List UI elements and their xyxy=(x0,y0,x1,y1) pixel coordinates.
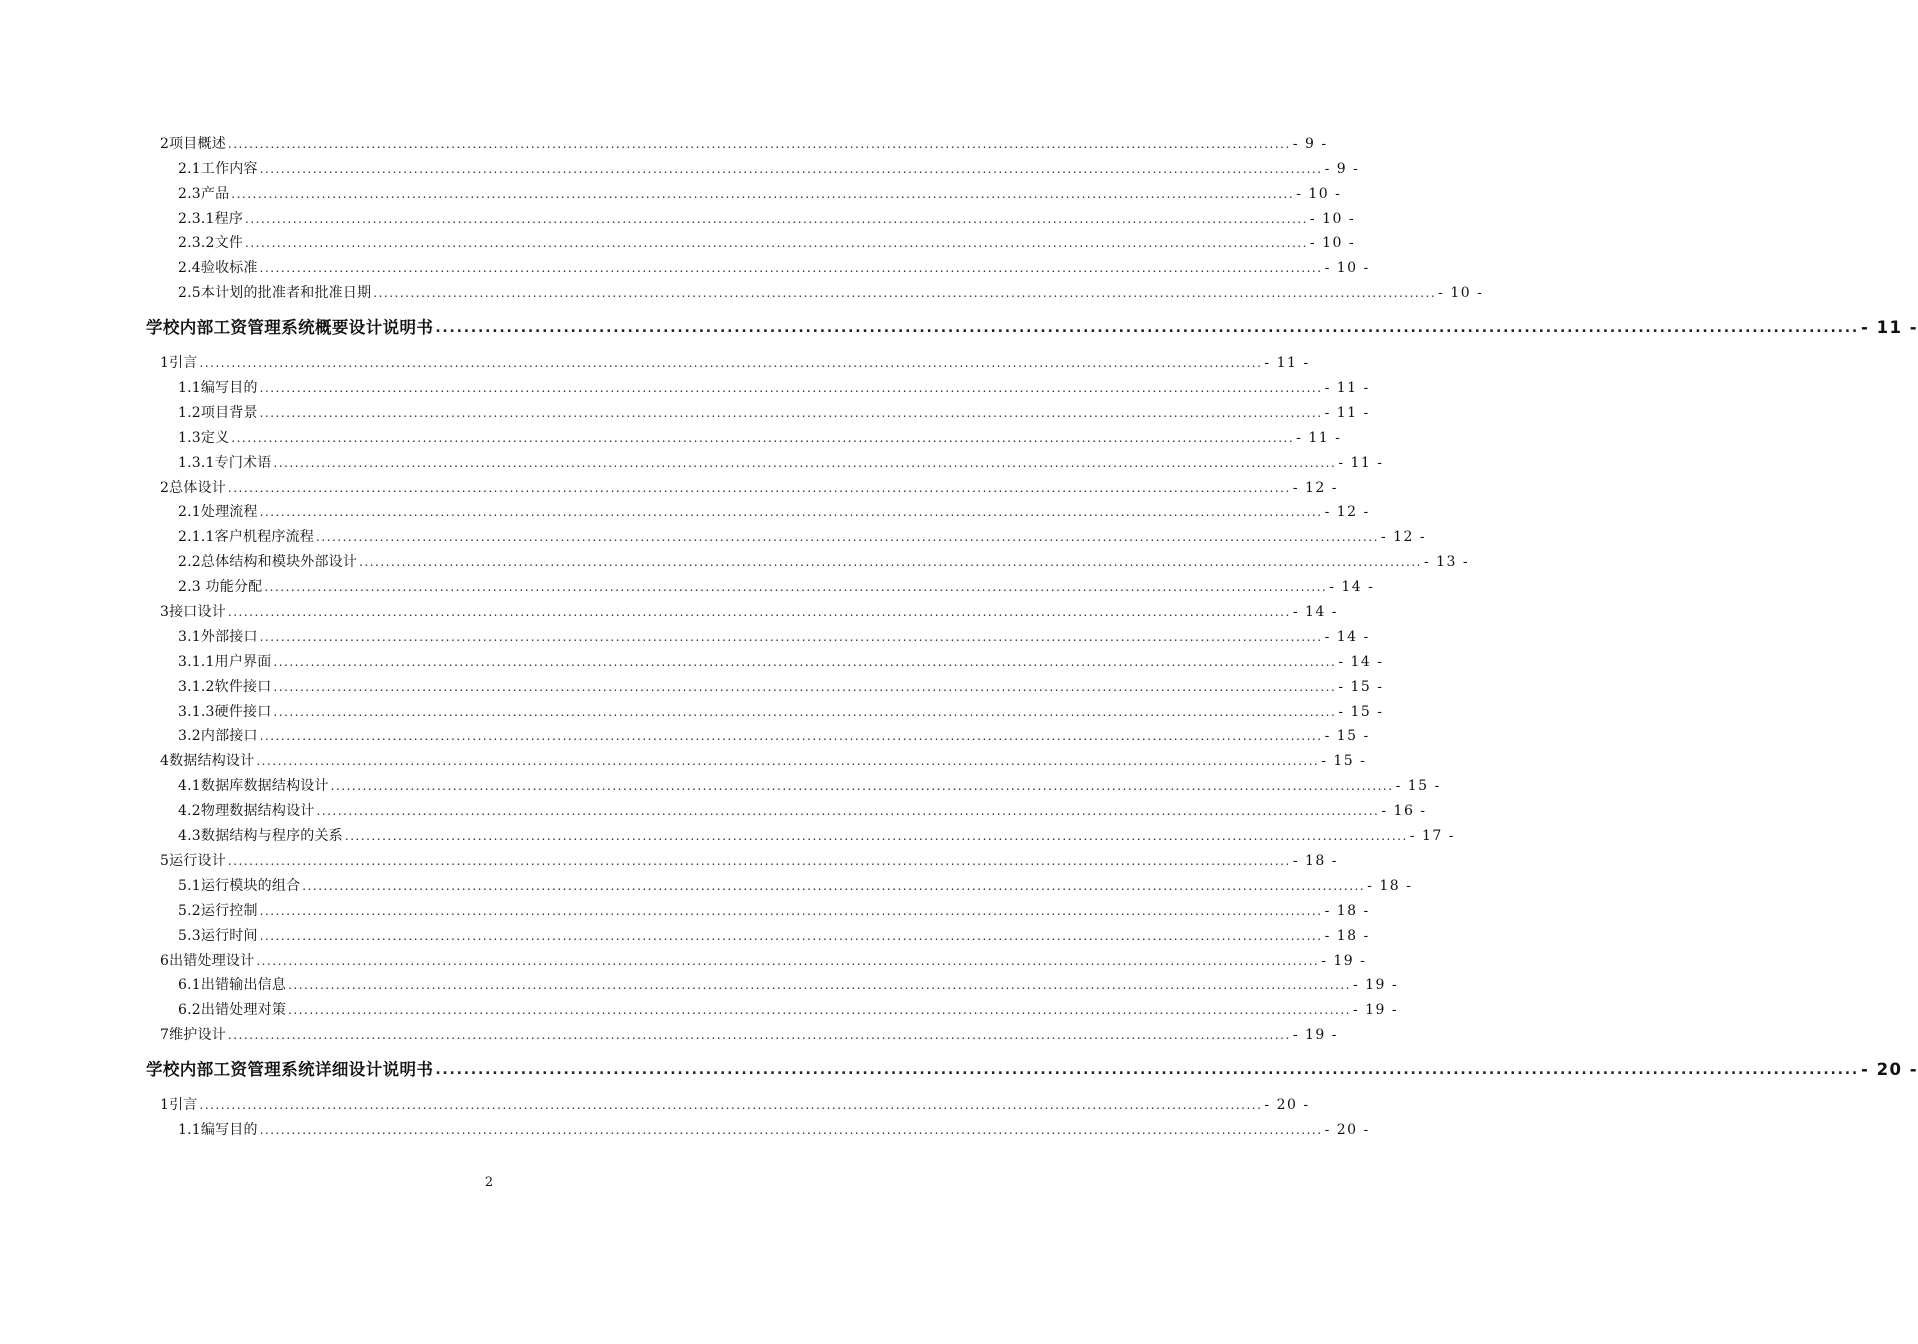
toc-dot-leader: ........................................................................................................................................................................................................ xyxy=(273,654,1337,669)
toc-entry-title: 4数据结构设计 xyxy=(160,753,255,770)
toc-dot-leader: ........................................................................................................................................................................................................ xyxy=(227,1028,1291,1043)
toc-entry[interactable] xyxy=(160,770,1441,795)
toc-entry[interactable] xyxy=(160,994,1399,1019)
toc-entry[interactable] xyxy=(160,497,1370,522)
toc-entry[interactable] xyxy=(160,178,1342,203)
toc-entry-title: 1.1编写目的 xyxy=(178,1121,258,1138)
toc-entry-title: 5.3运行时间 xyxy=(178,927,258,944)
toc-entry[interactable] xyxy=(160,521,1427,546)
toc-entry-title: 2.3.2文件 xyxy=(178,235,244,252)
toc-entry[interactable] xyxy=(160,472,1338,497)
toc-entry-page: - 9 - xyxy=(1324,160,1360,177)
toc-entry-title: 2.3.1程序 xyxy=(178,210,244,227)
toc-entry-page: - 11 - xyxy=(1264,355,1310,372)
toc-entry[interactable] xyxy=(160,596,1338,621)
toc-dot-leader: ........................................................................................................................................................................................................ xyxy=(259,1122,1323,1137)
toc-dot-leader: ........................................................................................................................................................................................................ xyxy=(259,261,1323,276)
toc-entry-title: 4.2物理数据结构设计 xyxy=(178,803,315,820)
toc-entry-page: - 19 - xyxy=(1292,1027,1338,1044)
toc-entry-title: 1.3.1专门术语 xyxy=(178,454,272,471)
toc-entry-title: 3接口设计 xyxy=(160,604,226,621)
toc-entry-title: 3.2内部接口 xyxy=(178,728,258,745)
toc-entry[interactable] xyxy=(160,845,1338,870)
toc-entry-title: 3.1外部接口 xyxy=(178,628,258,645)
toc-entry-page: - 17 - xyxy=(1409,828,1455,845)
toc-entry-page: - 16 - xyxy=(1381,803,1427,820)
toc-dot-leader: ........................................................................................................................................................................................................ xyxy=(288,978,1351,993)
toc-entry-title: 1.3定义 xyxy=(178,429,230,446)
toc-dot-leader: ........................................................................................................................................................................................................ xyxy=(273,704,1337,719)
toc-entry-page: - 14 - xyxy=(1338,653,1384,670)
toc-entry-title: 2.1.1客户机程序流程 xyxy=(178,529,315,546)
page-number: 2 xyxy=(484,1175,494,1190)
toc-dot-leader: ........................................................................................................................................................................................................ xyxy=(256,953,1320,968)
toc-dot-leader: ........................................................................................................................................................................................................ xyxy=(227,480,1291,495)
toc-entry-page: - 12 - xyxy=(1324,504,1370,521)
toc-entry-page: - 20 - xyxy=(1264,1097,1310,1114)
toc-entry-page: - 10 - xyxy=(1438,285,1484,302)
toc-entry-title: 2.4验收标准 xyxy=(178,260,258,277)
toc-entry-page: - 13 - xyxy=(1423,554,1470,571)
toc-dot-leader: ........................................................................................................................................................................................................ xyxy=(199,356,1263,371)
toc-dot-leader: ........................................................................................................................................................................................................ xyxy=(227,605,1291,620)
toc-dot-leader: ........................................................................................................................................................................................................ xyxy=(344,829,1408,844)
toc-entry[interactable] xyxy=(160,870,1413,895)
toc-entry-page: - 14 - xyxy=(1329,579,1375,596)
toc-entry[interactable] xyxy=(160,128,1328,153)
toc-entry-page: - 12 - xyxy=(1380,529,1427,546)
toc-entry[interactable] xyxy=(160,671,1384,696)
toc-entry[interactable] xyxy=(160,277,1484,302)
toc-dot-leader: ........................................................................................................................................................................................................ xyxy=(273,455,1337,470)
toc-dot-leader: ........................................................................................................................................................................................................ xyxy=(259,381,1323,396)
toc-entry-page: - 11 - xyxy=(1296,429,1342,446)
toc-entry-page: - 15 - xyxy=(1338,703,1384,720)
toc-entry-title: 3.1.2软件接口 xyxy=(178,678,272,695)
toc-entry-title: 2.3 功能分配 xyxy=(178,579,263,596)
toc-entry-title: 6出错处理设计 xyxy=(160,952,255,969)
toc-entry-title: 2.2总体结构和模块外部设计 xyxy=(178,554,358,571)
toc-dot-leader: ........................................................................................................................................................................................................ xyxy=(330,779,1394,794)
toc-entry-title: 5.2运行控制 xyxy=(178,902,258,919)
toc-dot-leader: ........................................................................................................................................................................................................ xyxy=(264,580,1328,595)
toc-dot-leader: ........................................................................................................................................................................................................ xyxy=(435,1062,1859,1079)
toc-entry[interactable] xyxy=(160,153,1360,178)
toc-dot-leader: ........................................................................................................................................................................................................ xyxy=(256,754,1320,769)
toc-entry-page: - 12 - xyxy=(1292,479,1338,496)
toc-dot-leader: ........................................................................................................................................................................................................ xyxy=(245,211,1308,226)
toc-entry-page: - 15 - xyxy=(1395,778,1441,795)
toc-dot-leader: ........................................................................................................................................................................................................ xyxy=(259,729,1323,744)
toc-entry-title: 学校内部工资管理系统详细设计说明书 xyxy=(146,1060,434,1080)
toc-dot-leader: ........................................................................................................................................................................................................ xyxy=(316,530,1379,545)
toc-entry[interactable] xyxy=(160,1114,1370,1139)
toc-entry[interactable] xyxy=(160,228,1356,253)
toc-dot-leader: ........................................................................................................................................................................................................ xyxy=(227,136,1291,151)
toc-entry-title: 1.2项目背景 xyxy=(178,404,258,421)
toc-entry-title: 学校内部工资管理系统概要设计说明书 xyxy=(146,318,434,338)
toc-entry[interactable] xyxy=(160,820,1455,845)
toc-entry-title: 6.1出错输出信息 xyxy=(178,977,287,994)
toc-entry-page: - 10 - xyxy=(1309,235,1356,252)
toc-dot-leader: ........................................................................................................................................................................................................ xyxy=(373,286,1437,301)
toc-dot-leader: ........................................................................................................................................................................................................ xyxy=(359,555,1422,570)
toc-entry-page: - 15 - xyxy=(1324,728,1370,745)
toc-dot-leader: ........................................................................................................................................................................................................ xyxy=(316,804,1380,819)
toc-dot-leader: ........................................................................................................................................................................................................ xyxy=(199,1098,1263,1113)
toc-entry-title: 4.1数据库数据结构设计 xyxy=(178,778,329,795)
toc-entry-page: - 11 - xyxy=(1324,380,1370,397)
toc-entry-title: 7维护设计 xyxy=(160,1027,226,1044)
toc-dot-leader: ........................................................................................................................................................................................................ xyxy=(259,903,1323,918)
toc-entry-title: 2总体设计 xyxy=(160,479,226,496)
toc-entry[interactable] xyxy=(160,745,1367,770)
toc-entry[interactable] xyxy=(160,945,1367,970)
toc-entry[interactable] xyxy=(160,895,1370,920)
toc-entry-title: 5.1运行模块的组合 xyxy=(178,877,301,894)
toc-entry-title: 3.1.1用户界面 xyxy=(178,653,272,670)
toc-dot-leader: ........................................................................................................................................................................................................ xyxy=(245,236,1308,251)
toc-entry-title: 1.1编写目的 xyxy=(178,380,258,397)
toc-entry-page: - 19 - xyxy=(1352,1002,1399,1019)
toc-entry-page: - 20 - xyxy=(1860,1060,1918,1080)
toc-entry-page: - 11 - xyxy=(1338,454,1384,471)
toc-entry[interactable] xyxy=(160,252,1370,277)
toc-dot-leader: ........................................................................................................................................................................................................ xyxy=(259,161,1323,176)
toc-entry[interactable] xyxy=(160,1089,1310,1114)
toc-dot-leader: ........................................................................................................................................................................................................ xyxy=(435,320,1859,337)
toc-entry[interactable] xyxy=(160,696,1384,721)
toc-dot-leader: ........................................................................................................................................................................................................ xyxy=(259,505,1323,520)
toc-entry[interactable] xyxy=(160,1019,1338,1044)
toc-entry-page: - 19 - xyxy=(1352,977,1399,994)
toc-dot-leader: ........................................................................................................................................................................................................ xyxy=(259,405,1323,420)
toc-dot-leader: ........................................................................................................................................................................................................ xyxy=(227,853,1291,868)
toc-entry[interactable] xyxy=(160,970,1399,995)
toc-entry-title: 3.1.3硬件接口 xyxy=(178,703,272,720)
toc-entry[interactable] xyxy=(160,372,1370,397)
toc-entry-page: - 15 - xyxy=(1321,753,1367,770)
toc-entry-title: 5运行设计 xyxy=(160,852,226,869)
toc-entry-page: - 18 - xyxy=(1324,927,1370,944)
toc-dot-leader: ........................................................................................................................................................................................................ xyxy=(302,878,1366,893)
table-of-contents xyxy=(146,128,1918,1139)
toc-entry-page: - 9 - xyxy=(1292,135,1328,152)
toc-entry-title: 2.1处理流程 xyxy=(178,504,258,521)
toc-dot-leader: ........................................................................................................................................................................................................ xyxy=(259,928,1323,943)
toc-entry[interactable] xyxy=(160,422,1342,447)
toc-entry[interactable] xyxy=(160,920,1370,945)
toc-entry-title: 1引言 xyxy=(160,1097,198,1114)
toc-entry-page: - 19 - xyxy=(1321,952,1367,969)
toc-entry-page: - 10 - xyxy=(1296,185,1342,202)
toc-entry[interactable] xyxy=(160,621,1370,646)
toc-entry[interactable] xyxy=(160,571,1375,596)
toc-dot-leader: ........................................................................................................................................................................................................ xyxy=(231,186,1295,201)
toc-entry[interactable] xyxy=(160,546,1470,571)
toc-entry-page: - 14 - xyxy=(1324,628,1370,645)
toc-entry[interactable] xyxy=(160,795,1427,820)
toc-entry-title: 2.1工作内容 xyxy=(178,160,258,177)
toc-entry-title: 1引言 xyxy=(160,355,198,372)
toc-dot-leader: ........................................................................................................................................................................................................ xyxy=(259,629,1323,644)
toc-entry[interactable] xyxy=(160,347,1310,372)
toc-entry[interactable] xyxy=(160,447,1384,472)
toc-entry-title: 6.2出错处理对策 xyxy=(178,1002,287,1019)
toc-entry-title: 4.3数据结构与程序的关系 xyxy=(178,828,343,845)
toc-entry[interactable] xyxy=(160,203,1356,228)
toc-heading[interactable] xyxy=(146,1051,1918,1080)
toc-entry-page: - 18 - xyxy=(1324,902,1370,919)
toc-entry-page: - 14 - xyxy=(1292,604,1338,621)
toc-entry-page: - 11 - xyxy=(1324,404,1370,421)
toc-entry-title: 2.5本计划的批准者和批准日期 xyxy=(178,285,372,302)
toc-entry[interactable] xyxy=(160,646,1384,671)
toc-heading[interactable] xyxy=(146,309,1918,338)
toc-entry-page: - 15 - xyxy=(1338,678,1384,695)
toc-entry-title: 2项目概述 xyxy=(160,135,226,152)
toc-entry-page: - 10 - xyxy=(1324,260,1370,277)
toc-entry-title: 2.3产品 xyxy=(178,185,230,202)
toc-dot-leader: ........................................................................................................................................................................................................ xyxy=(273,679,1337,694)
toc-entry-page: - 20 - xyxy=(1324,1121,1370,1138)
toc-entry[interactable] xyxy=(160,397,1370,422)
toc-entry-page: - 11 - xyxy=(1860,318,1918,338)
toc-entry[interactable] xyxy=(160,721,1370,746)
toc-entry-page: - 18 - xyxy=(1292,852,1338,869)
toc-entry-page: - 10 - xyxy=(1309,210,1356,227)
toc-dot-leader: ........................................................................................................................................................................................................ xyxy=(288,1003,1351,1018)
toc-dot-leader: ........................................................................................................................................................................................................ xyxy=(231,430,1295,445)
toc-entry-page: - 18 - xyxy=(1367,877,1413,894)
